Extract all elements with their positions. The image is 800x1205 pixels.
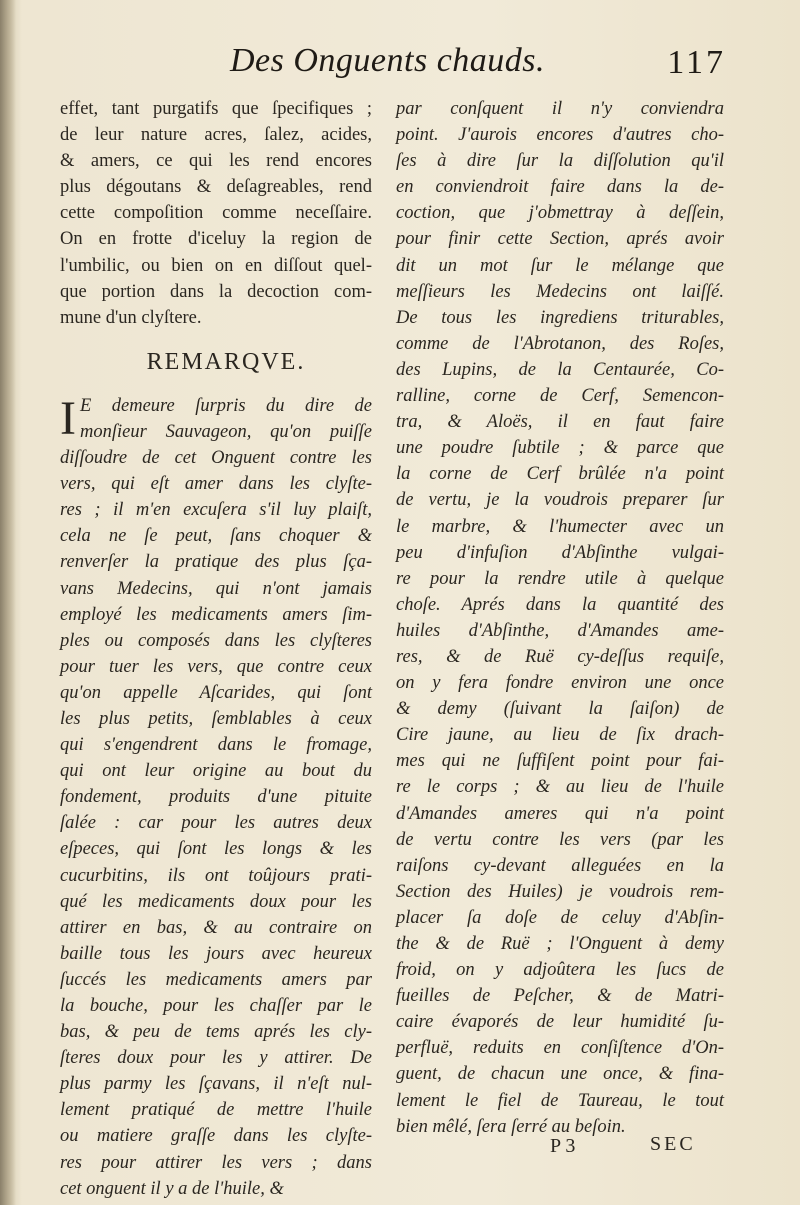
text-line: ples ou composés dans les clyſteres bbox=[60, 630, 372, 651]
text-line: On en frotte d'iceluy la region de bbox=[60, 229, 372, 250]
text-line: bien mêlé, ſera ſerré au beſoin. bbox=[396, 1116, 626, 1137]
text-line: Section des Huiles) je voudrois rem- bbox=[396, 881, 724, 902]
text-line: ou matiere graſſe dans les clyſte- bbox=[60, 1126, 372, 1147]
remark-text bbox=[60, 393, 372, 1202]
text-line: plus parmy les ſçavans, il n'eſt nul- bbox=[60, 1074, 372, 1095]
text-line: cucurbitins, ils ont toûjours prati- bbox=[60, 865, 372, 886]
text-line: effet, tant purgatifs que ſpecifiques ; bbox=[60, 99, 372, 119]
text-line: qui s'engendrent dans le fromage, bbox=[60, 735, 372, 756]
paragraph-1 bbox=[60, 96, 372, 331]
text-line: de leur nature acres, ſalez, acides, bbox=[60, 125, 372, 146]
drop-cap: I bbox=[60, 391, 76, 445]
text-line: qu'on appelle Aſcarides, qui ſont bbox=[60, 682, 372, 703]
text-line: l'umbilic, ou bien on en diſſout quel- bbox=[60, 255, 372, 276]
text-line: cette compoſition comme neceſſaire. bbox=[60, 203, 372, 224]
text-line: monſieur Sauvageon, qu'on puiſſe bbox=[80, 421, 372, 442]
text-line: mes qui ne ſuffiſent point pour fai- bbox=[396, 751, 724, 772]
text-line: huiles d'Abſinthe, d'Amandes ame- bbox=[396, 620, 724, 641]
text-line: employé les medicaments amers ſim- bbox=[60, 604, 372, 625]
text-line: bas, & peu de tems aprés les cly- bbox=[60, 1022, 372, 1043]
text-line: De tous les ingrediens triturables, bbox=[396, 307, 724, 328]
text-line: les plus petits, ſemblables à ceux bbox=[60, 708, 372, 729]
text-line: lement pratiqué de mettre l'huile bbox=[60, 1100, 372, 1121]
text-line: en conviendroit faire dans la de- bbox=[396, 177, 724, 198]
text-line: de vertu contre les vers (par les bbox=[396, 829, 724, 850]
text-line: res pour attirer les vers ; dans bbox=[60, 1152, 372, 1173]
text-line: ſalée : car pour les autres deux bbox=[60, 813, 372, 834]
text-line: par conſquent il n'y conviendra bbox=[396, 99, 724, 119]
book-spine-shadow bbox=[0, 0, 16, 1205]
text-line: meſſieurs les Medecins ont laiſſé. bbox=[396, 281, 724, 302]
text-line: vans Medecins, qui n'ont jamais bbox=[60, 578, 372, 599]
text-line: lement le fiel de Taureau, le tout bbox=[396, 1090, 724, 1111]
text-line: froid, on y adjoûtera les ſucs de bbox=[396, 960, 724, 981]
text-line: re pour la rendre utile à quelque bbox=[396, 568, 724, 589]
text-line: vers, qui eſt amer dans les clyſte- bbox=[60, 474, 372, 495]
right-column bbox=[396, 96, 724, 1140]
text-line: ſes à dire ſur la diſſolution qu'il bbox=[396, 151, 724, 172]
text-line: re le corps ; & au lieu de l'huile bbox=[396, 777, 724, 798]
text-line: plus dégoutans & deſagreables, rend bbox=[60, 177, 372, 198]
page-header bbox=[60, 40, 770, 90]
text-line: res ; il m'en excuſera s'il luy plaiſt, bbox=[60, 500, 372, 521]
right-column-text bbox=[396, 96, 724, 1140]
text-line: diſſoudre de cet Onguent contre les bbox=[60, 448, 372, 469]
text-line: ralline, corne de Cerf, Semencon- bbox=[396, 386, 724, 407]
text-line: Cire jaune, au lieu de ſix drach- bbox=[396, 725, 724, 746]
text-line: baille tous les jours avec heureux bbox=[60, 943, 372, 964]
running-title: Des Onguents chauds. bbox=[230, 42, 546, 79]
text-line: caire évaporés de leur humidité ſu- bbox=[396, 1012, 724, 1033]
text-line: dit un mot ſur le mélange que bbox=[396, 255, 724, 276]
text-line: renverſer la pratique des plus ſça- bbox=[60, 552, 372, 573]
text-line: the & de Ruë ; l'Onguent à demy bbox=[396, 934, 724, 954]
text-line: E demeure ſurpris du dire de bbox=[80, 395, 372, 416]
text-line: placer ſa doſe de celuy d'Abſin- bbox=[396, 907, 724, 928]
text-line: ſteres doux pour les y attirer. De bbox=[60, 1048, 372, 1069]
left-column bbox=[60, 96, 372, 1202]
text-line: & amers, ce qui les rend encores bbox=[60, 151, 372, 172]
text-line: cela ne ſe peut, ſans choquer & bbox=[60, 526, 372, 547]
text-line: attirer en bas, & au contraire on bbox=[60, 917, 372, 938]
text-line: tra, & Aloës, il en faut faire bbox=[396, 412, 724, 433]
text-line: point. J'aurois encores d'autres cho- bbox=[396, 125, 724, 146]
text-line: fueilles de Peſcher, & de Matri- bbox=[396, 986, 724, 1007]
text-line: res, & de Ruë cy-deſſus requiſe, bbox=[396, 646, 724, 667]
text-line: raiſons cy-devant alleguées en la bbox=[396, 855, 724, 876]
catchword: SEC bbox=[650, 1133, 696, 1155]
text-line: guent, de chacun une once, & fina- bbox=[396, 1064, 724, 1085]
text-line: des Lupins, de la Centaurée, Co- bbox=[396, 359, 724, 380]
text-line: peu d'infuſion d'Abſinthe vulgai- bbox=[396, 542, 724, 563]
text-line: on y fera fondre environ une once bbox=[396, 673, 724, 694]
remark-paragraph bbox=[60, 393, 372, 1202]
text-line: fondement, produits d'une pituite bbox=[60, 787, 372, 808]
text-line: pour tuer les vers, que contre ceux bbox=[60, 656, 372, 677]
text-line: qui ont leur origine au bout du bbox=[60, 761, 372, 782]
text-line: coction, que j'obmettray à deſſein, bbox=[396, 203, 724, 224]
text-line: cet onguent il y a de l'huile, & bbox=[60, 1178, 284, 1199]
text-line: qué les medicaments doux pour les bbox=[60, 891, 372, 912]
text-line: de vertu, je la voudrois preparer ſur bbox=[396, 490, 724, 511]
text-line: le marbre, & l'humecter avec un bbox=[396, 516, 724, 537]
page-number: 117 bbox=[667, 44, 726, 81]
text-line: mune d'un clyſtere. bbox=[60, 307, 202, 328]
text-line: la bouche, pour les chaſſer par le bbox=[60, 996, 372, 1016]
text-line: & demy (ſuivant la ſaiſon) de bbox=[396, 699, 724, 720]
text-line: comme de l'Abrotanon, des Roſes, bbox=[396, 333, 724, 354]
text-line: perfluë, reduits en conſiſtence d'On- bbox=[396, 1038, 724, 1059]
signature-mark: P 3 bbox=[550, 1135, 576, 1157]
text-line: la corne de Cerf brûlée n'a point bbox=[396, 464, 724, 485]
text-line: une poudre ſubtile ; & parce que bbox=[396, 438, 724, 459]
remark-heading: REMARQVE. bbox=[146, 348, 306, 375]
text-line: eſpeces, qui ſont les longs & les bbox=[60, 839, 372, 860]
text-line: que portion dans la decoction com- bbox=[60, 281, 372, 302]
text-line: pour finir cette Section, aprés avoir bbox=[396, 229, 724, 250]
text-line: d'Amandes ameres qui n'a point bbox=[396, 803, 724, 824]
text-line: ſuccés les medicaments amers par bbox=[60, 969, 372, 990]
text-line: choſe. Aprés dans la quantité des bbox=[396, 594, 724, 615]
